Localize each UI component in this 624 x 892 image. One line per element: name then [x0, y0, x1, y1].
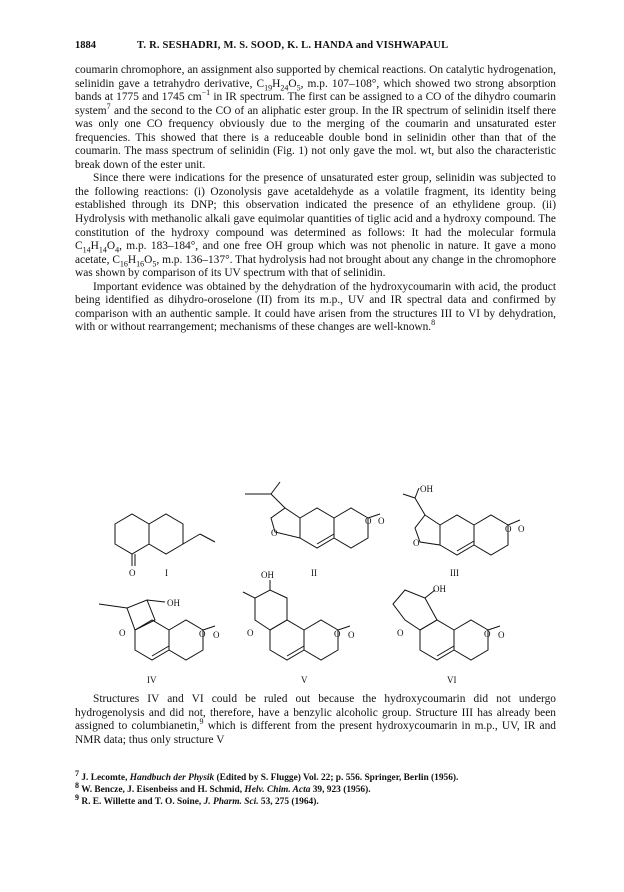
citation-8: 8	[431, 318, 436, 328]
structure-i	[115, 514, 215, 578]
structure-label-v: V	[301, 675, 308, 685]
paragraph-2: Since there were indications for the presence of unsaturated ester group, selinidin was subjected to the following reactions: (i) Ozonolysis gave acetaldehyde as a volatile fragment, its identity being established through its DNP; this observation indicated the presence of an ethylidene group. (ii) Hydrolysis with methanolic alkali gave equimolar quantities of tiglic acid and a hydroxy compound. The constitution of the hydroxy compound was determined as follows: It had the molecular formula $C_{14}H_{14}O_4$, m.p. 183–184°, and one free OH group which was not phenolic in nature. It gave a mono acetate, $C_{16}H_{16}O_5$, m.p. 136–137°. That hydrolysis had not brought about any change in the chromophore was shown by comparison of its UV spectrum with that of selinidin.	[75, 172, 557, 280]
header-authors: T. R. SESHADRI, M. S. SOOD, K. L. HANDA and VISHWAPAUL	[137, 40, 449, 51]
oxygen-label: O	[505, 524, 512, 534]
conclusion-text	[75, 693, 556, 747]
hydroxyl-label: OH	[167, 598, 180, 608]
structure-vi	[393, 584, 505, 685]
oxygen-label: O	[484, 629, 491, 639]
citation-7: 7	[106, 101, 111, 111]
oxygen-label: O	[518, 524, 525, 534]
oxygen-label: O	[247, 628, 254, 638]
oxygen-label: O	[271, 528, 278, 538]
oxygen-label: O	[365, 516, 372, 526]
structure-label-vi: VI	[447, 675, 457, 685]
page-number: 1884	[75, 40, 96, 51]
structure-label-iv: IV	[147, 675, 157, 685]
running-header	[75, 40, 555, 56]
citation-9: 9	[199, 717, 204, 727]
hydroxyl-label: OH	[433, 584, 446, 594]
main-text	[75, 64, 556, 335]
paragraph-3: Important evidence was obtained by the dehydration of the hydroxycoumarin with acid, the product being identified as dihydro-oroselone (II) from its m.p., UV and IR spectral data and confirmed by comparison with an authentic sample. It could have arisen from the structures III to VI by dehydration, with or without rearrangement; mechanisms of these changes are well-known.$^8$	[75, 280, 556, 334]
structure-label-ii: II	[311, 568, 317, 578]
oxygen-label: O	[378, 516, 385, 526]
structure-iv	[99, 598, 220, 685]
oxygen-label: O	[498, 630, 505, 640]
structure-label-iii: III	[450, 568, 459, 578]
paragraph-1: coumarin chromophore, an assignment also supported by chemical reactions. On catalytic hydrogenation, selinidin gave a tetrahydro derivative, $C_{19}H_{24}O_5$, m.p. 107–108°, which showed two strong absorption bands at 1775 and 1745 $cm^{-1}$ in IR spectrum. The first can be assigned to a CO of the dihydro coumarin system$^7$ and the second to the CO of an aliphatic ester group. In the IR spectrum of selinidin itself there was only one CO frequency obviously due to the merging of the coumarin and unsaturated ester frequencies. This showed that there is a reduceable double bond in selinidin other than that of the coumarin. The mass spectrum of selinidin (Fig. 1) not only gave the mol. wt, but also the characteristic break down of the ester unit.	[75, 64, 556, 171]
oxygen-label: O	[348, 630, 355, 640]
structure-v	[243, 570, 355, 685]
oxygen-label: O	[129, 568, 136, 578]
paragraph-4: Structures IV and VI could be ruled out because the hydroxycoumarin did not undergo hydrogenolysis and did not, therefore, have a benzylic alcoholic group. Structure III has already been assigned to columbianetin,$^9$ which is different from the present hydroxycoumarin in m.p., UV, IR and NMR data; thus only structure V	[75, 693, 556, 746]
reference-item: $^8$ W. Bencze, J. Eisenbeiss and H. Schmid, Helv. Chim. Acta 39, 923 (1956).	[75, 781, 371, 796]
structure-iii	[403, 484, 525, 578]
oxygen-label: O	[213, 630, 220, 640]
structure-ii	[245, 482, 385, 578]
chemical-structures-figure	[75, 480, 556, 685]
oxygen-label: O	[199, 629, 206, 639]
hydroxyl-label: OH	[420, 484, 433, 494]
structure-label-i: I	[165, 568, 168, 578]
reference-item: $^7$ J. Lecomte, Handbuch der Physik (Edited by S. Flugge) Vol. 22; p. 556. Springer, Berlin (1956).	[75, 768, 459, 783]
hydroxyl-label: OH	[261, 570, 274, 580]
references	[75, 768, 556, 809]
oxygen-label: O	[413, 538, 420, 548]
reference-item: $^9$ R. E. Willette and T. O. Soine, J. Pharm. Sci. 53, 275 (1964).	[75, 793, 319, 808]
oxygen-label: O	[334, 629, 341, 639]
oxygen-label: O	[397, 628, 404, 638]
oxygen-label: O	[119, 628, 126, 638]
